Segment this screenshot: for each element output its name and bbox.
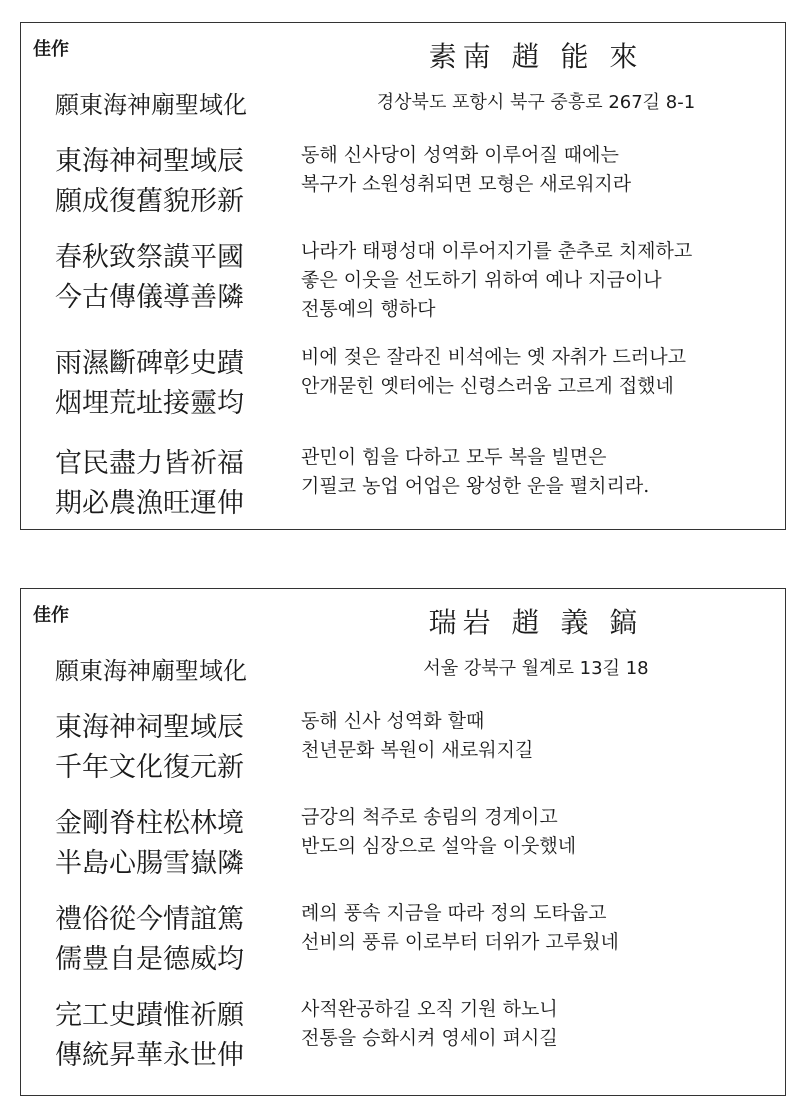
hanja-line: 春秋致祭謨平國: [55, 242, 244, 273]
award-label: 佳作: [33, 605, 69, 626]
hanja-line: 千年文化復元新: [55, 752, 244, 783]
award-label: 佳作: [33, 39, 69, 60]
hanja-line: 今古傳儀導善隣: [55, 282, 244, 313]
translation-line: 기필코 농업 어업은 왕성한 운을 펼치리라.: [301, 475, 650, 497]
korean-translation: [301, 803, 576, 861]
author-address: 경상북도 포항시 북구 중흥로 267길 8-1: [376, 92, 696, 113]
korean-translation: [301, 707, 533, 765]
stanza-3: [55, 341, 775, 421]
hanja-line: 儒豊自是德威均: [55, 944, 244, 975]
hanja-line: 完工史蹟惟祈願: [55, 1000, 244, 1031]
hanja-line: 願成復舊貌形新: [55, 186, 244, 217]
stanza-1: [55, 139, 775, 219]
translation-line: 금강의 척주로 송림의 경계이고: [301, 806, 558, 828]
hanja-line: 禮俗從今情誼篤: [55, 904, 244, 935]
translation-line: 동해 신사당이 성역화 이루어질 때에는: [301, 144, 619, 166]
translation-line: 복구가 소원성취되면 모형은 새로워지라: [301, 173, 632, 195]
translation-line: 좋은 이웃을 선도하기 위하여 예나 지금이나: [301, 269, 662, 291]
translation-line: 나라가 태평성대 이루어지기를 춘추로 치제하고: [301, 240, 693, 262]
stanza-2: [55, 235, 775, 320]
translation-line: 례의 풍속 지금을 따라 정의 도타웁고: [301, 902, 607, 924]
translation-line: 전통을 승화시켜 영세이 펴시길: [301, 1027, 558, 1049]
translation-line: 전통예의 행하다: [301, 298, 436, 320]
stanza-2: [55, 801, 775, 881]
stanza-1: [55, 705, 775, 785]
hanja-line: 傳統昇華永世伸: [55, 1040, 244, 1071]
hanja-line: 東海神祠聖域辰: [55, 712, 244, 743]
author-name: 瑞岩 趙 義 鎬: [428, 606, 644, 639]
stanza-3: [55, 897, 775, 977]
hanja-line: 金剛脊柱松林境: [55, 808, 244, 839]
korean-translation: [301, 141, 631, 199]
translation-line: 관민이 힘을 다하고 모두 복을 빌면은: [301, 446, 607, 468]
poem-card-1: [20, 22, 786, 530]
translation-line: 천년문화 복원이 새로워지길: [301, 739, 534, 761]
poem-title: 願東海神廟聖域化: [55, 91, 247, 119]
korean-translation: [301, 443, 649, 501]
hanja-line: 雨濕斷碑彰史蹟: [55, 348, 244, 379]
korean-translation: [301, 899, 619, 957]
hanja-line: 半島心腸雪嶽隣: [55, 848, 244, 879]
translation-line: 비에 젖은 잘라진 비석에는 옛 자취가 드러나고: [301, 346, 686, 368]
korean-translation: [301, 237, 692, 324]
translation-line: 동해 신사 성역화 할때: [301, 710, 485, 732]
stanza-4: [55, 993, 775, 1073]
poem-title: 願東海神廟聖域化: [55, 657, 247, 685]
korean-translation: [301, 343, 686, 401]
translation-line: 반도의 심장으로 설악을 이웃했네: [301, 835, 577, 857]
translation-line: 사적완공하길 오직 기원 하노니: [301, 998, 558, 1020]
author-name: 素南 趙 能 來: [428, 40, 644, 73]
hanja-line: 烟埋荒址接靈均: [55, 388, 244, 419]
korean-translation: [301, 995, 558, 1053]
hanja-line: 期必農漁旺運伸: [55, 488, 244, 519]
poem-card-2: [20, 588, 786, 1096]
translation-line: 안개묻힌 옛터에는 신령스러움 고르게 접했네: [301, 375, 674, 397]
author-address: 서울 강북구 월계로 13길 18: [423, 658, 649, 679]
stanza-4: [55, 441, 775, 521]
hanja-line: 東海神祠聖域辰: [55, 146, 244, 177]
hanja-line: 官民盡力皆祈福: [55, 448, 244, 479]
translation-line: 선비의 풍류 이로부터 더위가 고루웠네: [301, 931, 619, 953]
